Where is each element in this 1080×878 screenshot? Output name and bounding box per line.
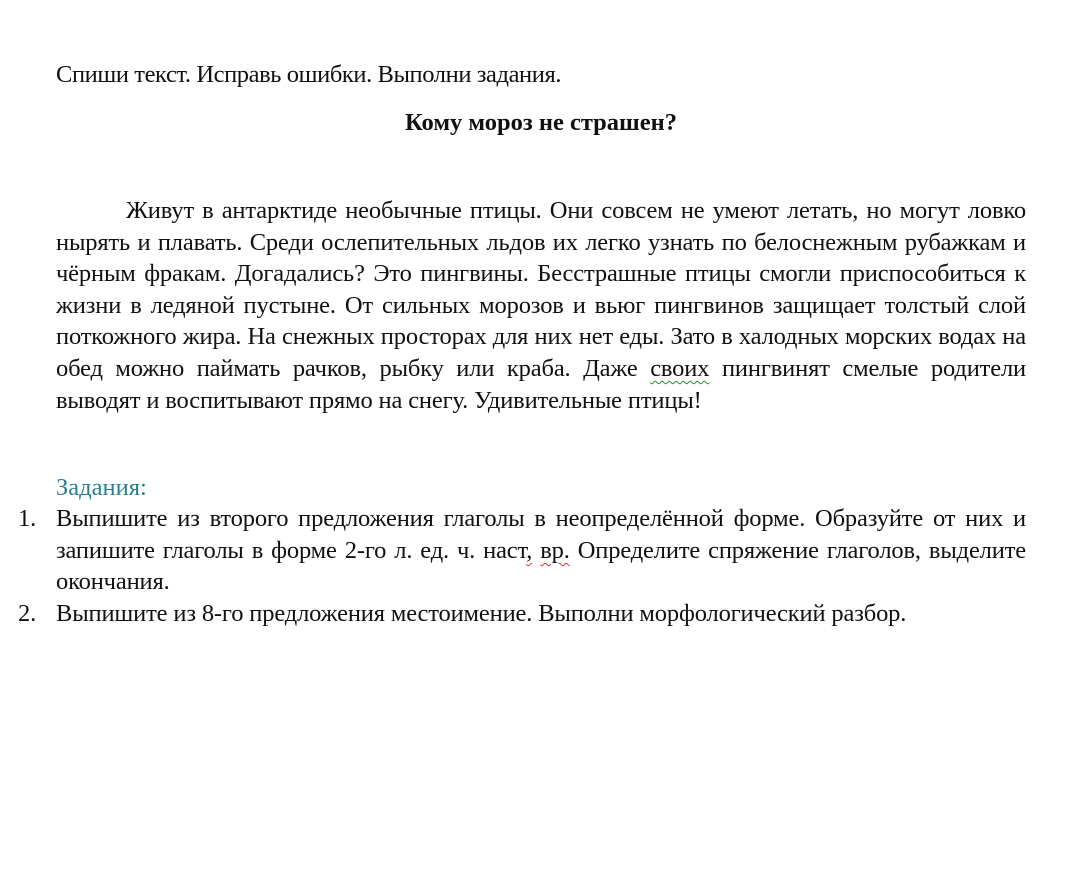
tasks-heading: Задания: [56, 474, 147, 502]
task-number-2: 2. [18, 599, 37, 627]
task-item-1 [18, 503, 1026, 598]
task-1-text-b: Определите спряжение глаголов, выделите окончания. [56, 536, 1026, 596]
main-text-part-2: пингвинят смелые родители выводят и воспитывают прямо на снегу. Удивительные птицы! [56, 354, 1026, 414]
spell-flag-word[interactable]: вр. [540, 536, 570, 564]
main-text-part-1: Живут в антарктиде необычные птицы. Они совсем не умеют летать, но могут ловко нырять и плавать. Среди ослепительных льдов их легко узнать по белоснежным рубажкам и чёрным фракам. Догадались? Это пингвины. Бесстрашные птицы смогли приспособиться к жизни в ледяной пустыне. От сильных морозов и вьюг пингвинов защищает толстый слой поткожного жира. На снежных просторах для них нет еды. Зато в халодных морских водах на обед можно паймать рачков, рыбку или краба. Даже [56, 197, 1026, 382]
instruction-text: Спиши текст. Исправь ошибки. Выполни задания. [56, 61, 562, 88]
task-item-2 [18, 598, 1026, 630]
document-page [18, 58, 1026, 630]
spell-flag-comma[interactable]: , [526, 536, 533, 564]
text-title: Кому мороз не страшен? [405, 109, 677, 136]
task-1-text-a: Выпишите из второго предложения глаголы в неопределённой форме. Образуйте от них и запишите глаголы в форме 2-го л. ед. ч. наст [56, 505, 1026, 564]
tasks-list [18, 503, 1026, 629]
task-2-text: Выпишите из 8-го предложения местоимение. Выполни морфологический разбор. [56, 599, 907, 627]
grammar-flag-word[interactable]: своих [650, 354, 710, 382]
main-text [56, 195, 1026, 416]
task-number-1: 1. [18, 505, 37, 533]
